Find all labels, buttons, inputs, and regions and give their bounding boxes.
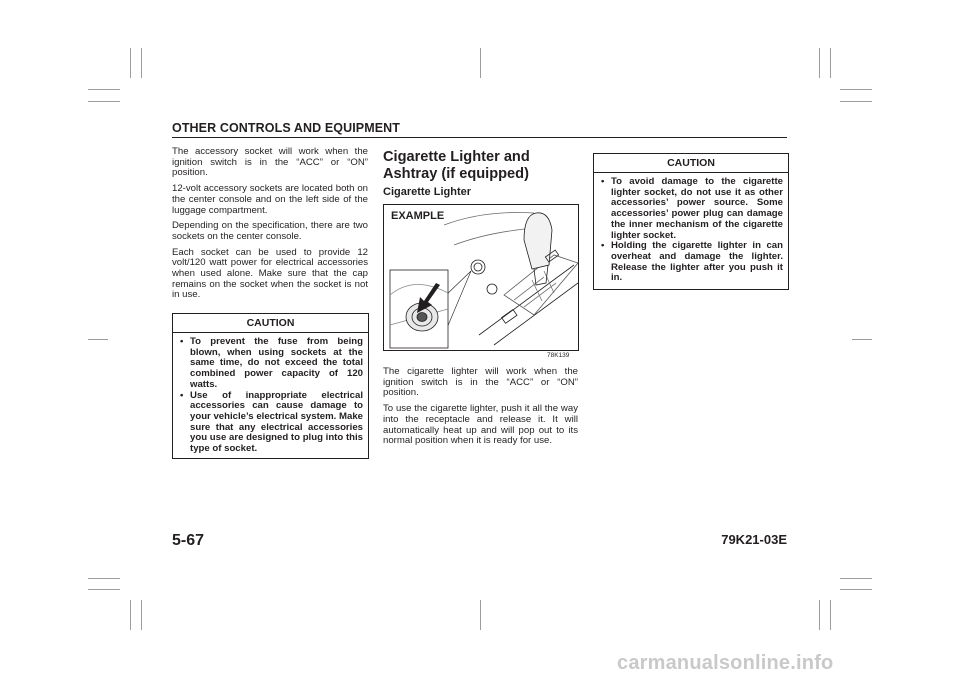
section-title: Cigarette Lighter and Ashtray (if equipped) bbox=[383, 149, 530, 182]
crop-mark bbox=[88, 578, 120, 579]
middle-column-text bbox=[383, 367, 578, 452]
crop-mark bbox=[130, 600, 131, 630]
crop-mark bbox=[852, 339, 872, 340]
paragraph: The cigarette lighter will work when the ignition switch is in the “ACC” or “ON” position. bbox=[383, 366, 578, 399]
caution-title: CAUTION bbox=[173, 314, 368, 333]
caution-item: • Use of inappropriate electrical accessories can cause damage to your vehicle’s electrical system. Make sure that any electrical accessories you use are designed to plug into this type of socket. bbox=[190, 391, 363, 455]
page-number: 5-67 bbox=[172, 532, 205, 549]
crop-mark bbox=[88, 339, 108, 340]
crop-mark bbox=[840, 89, 872, 90]
crop-mark bbox=[819, 48, 820, 78]
left-column-text bbox=[172, 147, 368, 306]
caution-box-lighter bbox=[593, 153, 789, 290]
paragraph: Each socket can be used to provide 12 volt/120 watt power for electrical accessories when used alone. Make sure that the cap remains on the socket when the socket is not in use. bbox=[172, 246, 368, 301]
paragraph: 12-volt accessory sockets are located both on the center console and on the left side of the luggage compartment. bbox=[172, 183, 368, 216]
header-divider bbox=[172, 137, 787, 138]
watermark: carmanualsonline.info bbox=[617, 652, 834, 674]
caution-list bbox=[594, 177, 788, 284]
caution-title: CAUTION bbox=[594, 154, 788, 173]
paragraph: To use the cigarette lighter, push it all the way into the receptacle and release it. It will automatically heat up and will pop out to its normal position when it is ready for use. bbox=[383, 403, 578, 447]
cigarette-lighter-illustration bbox=[383, 204, 579, 351]
caution-list bbox=[173, 337, 368, 455]
crop-mark bbox=[840, 589, 872, 590]
paragraph: Depending on the specification, there are two sockets on the center console. bbox=[172, 220, 368, 242]
section-header: OTHER CONTROLS AND EQUIPMENT bbox=[172, 121, 401, 135]
caution-item: • Holding the cigarette lighter in can overheat and damage the lighter. Release the lighter after you push it in. bbox=[611, 241, 783, 284]
crop-mark bbox=[480, 48, 481, 78]
console-drawing bbox=[384, 205, 578, 350]
crop-mark bbox=[88, 89, 120, 90]
subsection-title: Cigarette Lighter bbox=[383, 186, 472, 198]
crop-mark bbox=[840, 578, 872, 579]
crop-mark bbox=[819, 600, 820, 630]
crop-mark bbox=[830, 48, 831, 78]
document-code: 79K21-03E bbox=[721, 532, 787, 547]
caution-box-sockets bbox=[172, 313, 369, 459]
crop-mark bbox=[480, 600, 481, 630]
crop-mark bbox=[840, 101, 872, 102]
crop-mark bbox=[88, 589, 120, 590]
crop-mark bbox=[141, 48, 142, 78]
crop-mark bbox=[830, 600, 831, 630]
crop-mark bbox=[130, 48, 131, 78]
crop-mark bbox=[141, 600, 142, 630]
caution-item: • To avoid damage to the cigarette lighter socket, do not use it as other accessories’ power source. Some accessories’ power plug can damage the inner mechanism of the cigarette lighter socket. bbox=[611, 177, 783, 241]
figure-label: EXAMPLE bbox=[391, 210, 445, 222]
crop-mark bbox=[88, 101, 120, 102]
caution-item: • To prevent the fuse from being blown, when using sockets at the same time, do not exceed the total combined power capacity of 120 watts. bbox=[190, 337, 363, 391]
figure-code: 78K139 bbox=[547, 352, 570, 359]
paragraph: The accessory socket will work when the ignition switch is in the “ACC” or “ON” position. bbox=[172, 146, 368, 179]
